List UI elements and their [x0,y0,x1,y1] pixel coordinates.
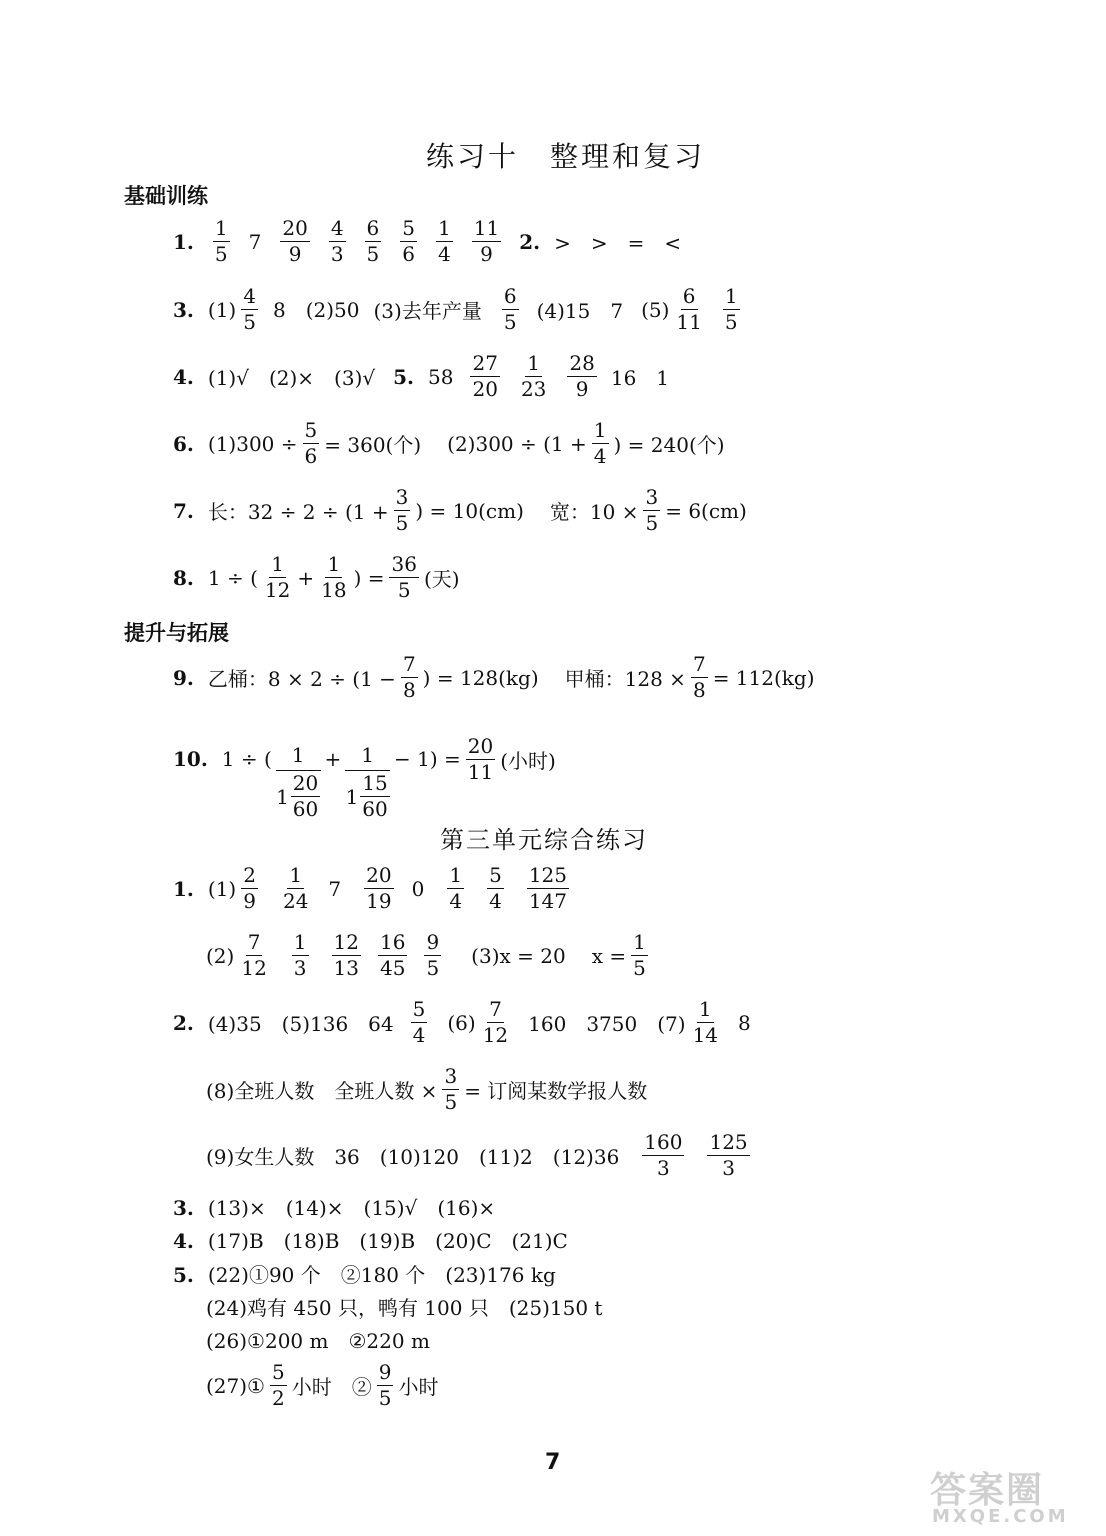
answer-text: (小时) [500,748,556,773]
answer-text: 1 ÷ ( [207,565,258,590]
complex-fraction: 1 1 $\frac{20}{60}$ [276,740,321,822]
answer-text: = 360(个) [324,433,422,457]
answer-text: = 112(kg) [712,665,815,690]
unit-answer-4 [173,1225,568,1257]
fraction: $\frac{7}{12}$ [241,930,267,980]
fraction: $\frac{20}{9}$ [282,216,308,266]
complex-fraction: 1 1 $\frac{15}{60}$ [345,740,390,822]
answer-text: (17)B (18)B (19)B (20)C (21)C [207,1229,568,1253]
answer-text: (9)女生人数 36 (10)120 (11)2 (12)36 [206,1145,620,1169]
answer-text: ) = [353,565,385,590]
fraction: $\frac{11}{9}$ [473,216,500,266]
fraction: $\frac{1}{18}$ [321,552,347,602]
unit-title: 第三单元综合练习 [440,826,648,854]
item-number: 2. [519,229,541,254]
watermark-url: MXQE.COM [932,1506,1069,1527]
fraction: $\frac{3}{5}$ [444,1064,458,1114]
unit-answer-5a [173,1259,556,1291]
item-number: 5. [393,364,415,389]
fraction: $\frac{1}{4}$ [593,418,607,468]
fraction: $\frac{1}{14}$ [692,997,719,1047]
fraction: $\frac{1}{3}$ [293,930,307,980]
answer-value: 7 [328,876,342,901]
fraction: $\frac{1}{24}$ [282,863,309,913]
answer-value: 58 [428,364,454,389]
answer-text: (4)15 7 [536,299,624,323]
fraction: $\frac{12}{13}$ [333,930,359,980]
answer-text: = 6(cm) [665,498,747,523]
fraction: $\frac{20}{19}$ [366,863,392,913]
section-advanced-heading: 提升与拓展 [124,621,229,645]
answer-text: = 订阅某数学报人数 [464,1079,648,1103]
answer-value: 8 [738,1010,751,1035]
answer-text: (22)①90 个 ②180 个 (23)176 kg [207,1263,556,1287]
answer-text: (2)50 [305,297,360,322]
fraction: $\frac{3}{5}$ [645,485,659,535]
item-number: 2. [173,1010,194,1035]
fraction: $\frac{6}{5}$ [366,216,380,266]
answer-value: 8 [272,297,286,322]
fraction: $\frac{16}{45}$ [379,930,406,980]
answer-line-9 [173,652,815,703]
fraction: $\frac{125}{3}$ [709,1130,748,1180]
unit-answer-1b [206,930,653,981]
answer-text: (24)鸡有 450 只，鸭有 100 只 (25)150 t [206,1296,603,1320]
answer-text: (2) [206,943,235,968]
fraction: $\frac{1}{12}$ [264,552,291,602]
page-number: 7 [545,1450,561,1475]
item-number: 3. [173,297,194,322]
answer-text: + [297,565,315,590]
answer-text: 乙桶：8 × 2 ÷ (1 − [207,667,396,691]
fraction: $\frac{1}{4}$ [449,863,463,913]
answer-text: (3)x = 20 [471,943,566,968]
unit-answer-2c [206,1130,755,1181]
section-basic-heading: 基础训练 [124,184,208,208]
unit-answer-2b [206,1064,647,1115]
item-number: 7. [173,498,194,523]
item-number: 1. [173,876,194,901]
fraction: $\frac{20}{11}$ [467,733,494,784]
answer-text: (1)300 ÷ [207,431,298,456]
answer-text: ) = 240(个) [613,433,725,457]
fraction: $\frac{4}{5}$ [243,284,256,334]
answer-text: 宽：10 × [549,500,639,524]
fraction: $\frac{7}{8}$ [692,652,706,702]
fraction: $\frac{28}{9}$ [569,351,595,401]
answer-text: (5) [641,297,670,322]
fraction: $\frac{5}{4}$ [412,997,426,1047]
item-number: 1. [173,229,194,254]
watermark-logo: 答案圈 [930,1470,1045,1511]
item-number: 4. [173,1229,194,1253]
answer-value: 7 [248,229,262,254]
answer-text: (1) [207,876,237,901]
answer-text: (6) [447,1010,476,1035]
fraction: $\frac{6}{11}$ [676,284,702,334]
answer-line-1 [173,216,681,267]
answer-text: 160 3750 (7) [528,1012,686,1036]
answer-text: (3)去年产量 [373,299,482,323]
item-number: 3. [173,1196,194,1220]
fraction: $\frac{1}{4}$ [438,216,451,266]
answer-text: − 1) = [394,747,461,771]
fraction: $\frac{9}{5}$ [426,930,440,980]
answer-text: 小时 [398,1375,439,1399]
unit-answer-5d [206,1360,438,1411]
unit-answer-5b [206,1292,602,1324]
fraction: $\frac{6}{5}$ [503,284,517,334]
fraction: $\frac{36}{5}$ [391,552,417,602]
item-number: 4. [173,364,194,389]
fraction: $\frac{125}{147}$ [528,863,567,913]
fraction: $\frac{5}{6}$ [304,418,318,468]
item-number: 6. [173,431,194,456]
unit-answer-2a [173,997,751,1048]
answer-value: 16 1 [610,366,670,390]
item-number: 5. [173,1263,194,1287]
fraction: $\frac{5}{2}$ [271,1360,285,1410]
answer-line-8 [173,552,460,603]
answer-value: 0 [411,876,425,901]
answer-text: 小时 ② [291,1375,372,1399]
answer-text: + [324,747,342,771]
fraction: $\frac{4}{3}$ [330,216,344,266]
answer-text: (1) [207,297,237,322]
answer-text: (天) [423,567,460,591]
unit-answer-3 [173,1192,495,1224]
fraction: $\frac{2}{9}$ [243,863,256,913]
fraction: $\frac{7}{8}$ [402,652,416,702]
answer-text: x = [591,943,627,968]
answer-line-3 [173,284,745,335]
fraction: $\frac{5}{4}$ [489,863,502,913]
item-number: 8. [173,565,194,590]
answer-text: 1 ÷ ( [221,747,272,771]
answer-line-10 [173,718,556,821]
answer-text: 甲桶：128 × [564,667,686,691]
answer-text: ) = 10(cm) [415,498,524,523]
unit-answer-5c [206,1325,430,1357]
answer-text: (26)①200 m ②220 m [206,1329,430,1353]
unit-answer-1a [173,863,574,914]
fraction: $\frac{1}{5}$ [633,930,646,980]
fraction: $\frac{1}{5}$ [724,284,738,334]
answer-text: (27)① [206,1373,265,1398]
answer-text: (4)35 (5)136 64 [207,1012,394,1036]
answer-text: (1)√ (2)× (3)√ [207,366,376,390]
fraction: $\frac{27}{20}$ [472,351,498,401]
answer-line-7 [173,485,747,536]
fraction: $\frac{5}{6}$ [402,216,416,266]
fraction: $\frac{7}{12}$ [482,997,509,1047]
fraction: $\frac{3}{5}$ [395,485,409,535]
answer-text: (2)300 ÷ (1 + [447,431,587,456]
answer-text: > > = < [554,231,682,255]
page-title: 练习十 整理和复习 [426,140,706,173]
answer-text: (8)全班人数 全班人数 × [206,1079,438,1103]
fraction: $\frac{1}{5}$ [214,216,228,266]
fraction: $\frac{160}{3}$ [644,1130,683,1180]
item-number: 9. [173,665,194,690]
answer-text: 长：32 ÷ 2 ÷ (1 + [207,500,389,524]
item-number: 10. [173,747,208,771]
fraction: $\frac{9}{5}$ [378,1360,392,1410]
answer-text: (13)× (14)× (15)√ (16)× [207,1196,496,1220]
answer-line-4 [173,351,669,402]
fraction: $\frac{1}{23}$ [520,351,547,401]
answer-text: ) = 128(kg) [422,665,539,690]
answer-line-6 [173,418,725,469]
